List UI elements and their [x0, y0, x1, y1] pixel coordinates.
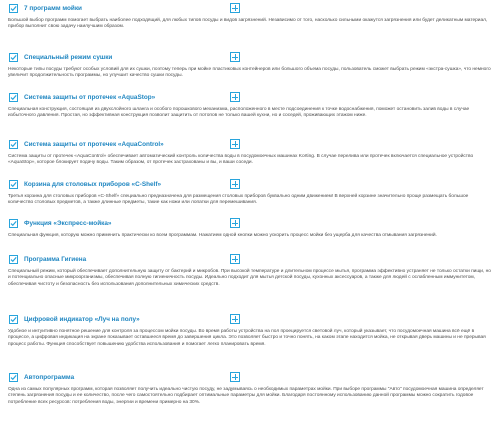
feature-description: Система защиты от протечек «AquaControl» обеспечивает автоматический контроль количества воды в посудомоечных машинах Korting. В случае перелива или протечек включается специальное устройство «AquaStop», которое блокирует подачу воды. Таким образом, от протечек застрахованы и вы, и ваши соседи. [8, 154, 474, 166]
feature-auto-program [8, 372, 496, 405]
feature-description: Специальная конструкция, состоящая из двухслойного шланга и особого порошкового механизма, расположенного в месте подсоединения к точке водоснабжения, поможет остановить залив воды в случае избыточного давления. Простая, но эффективная конструкция позволит защитить от потопов не только вашей кухни, но и соседей, проживающих этажом ниже. [8, 107, 470, 119]
feature-drying-mode [8, 52, 496, 79]
feature-express-wash [8, 218, 496, 238]
feature-c-shelf [8, 179, 496, 206]
feature-title: Система защиты от протечек «AquaStop» [24, 94, 156, 101]
feature-title: Функция «Экспресс-мойка» [24, 220, 112, 227]
check-icon [9, 180, 18, 189]
expand-plus-icon[interactable] [230, 179, 240, 189]
check-icon [9, 53, 18, 62]
check-icon [9, 315, 18, 324]
feature-header[interactable] [8, 254, 496, 266]
feature-description: Специальный режим, который обеспечивает дополнительную защиту от бактерий и микробов. При высокой температуре и длительном процессе мытья, программа эффективно устраняет не только остатки пищи, но и потенциально опасные микроорганизмы, обеспечивая полную гигиеничность посуды. Идеально подходит для мытья детской посуды, кухонных аксессуаров, а также для людей с ослабленным иммунитетом, обеспечивая чистоту и безопасность без использования дополнительных химических средств. [8, 269, 491, 287]
feature-header[interactable] [8, 52, 496, 64]
feature-title: Корзина для столовых приборов «C-Shelf» [24, 181, 162, 188]
check-icon [9, 140, 18, 149]
check-icon [9, 4, 18, 13]
feature-aquacontrol [8, 139, 496, 166]
feature-header[interactable] [8, 179, 496, 191]
feature-title: Программа Гигиена [24, 256, 87, 263]
feature-title: Цифровой индикатор «Луч на полу» [24, 316, 140, 323]
feature-hygiene [8, 254, 496, 287]
expand-plus-icon[interactable] [230, 254, 240, 264]
feature-description: Некоторые типы посуды требуют особых условий для их сушки, поэтому теперь при мойке пластиковых контейнеров или большого объема посуды, пользователь сможет выбрать режим «экстра-сушка», что немного увеличит продолжительность программы, но улучшит качество сушки посуды. [8, 67, 491, 79]
feature-header[interactable] [8, 218, 496, 230]
feature-description: Удобное и интуитивно понятное решение для контроля за процессом мойки посуды. Во время работы устройства на пол проецируется световой луч, который указывает, что посудомоечная машина всё ещё в процессе, а цифровая индикация на экране показывает оставшееся время до завершения цикла. Это позволяет быстро и точно понять, на каком этапе находится мойка, не открывая дверь машины и не прерывая процесс работы. Функция способствует повышению удобства использования и помогает легко планировать время. [8, 329, 486, 347]
feature-description: Специальная функция, которую можно применить практически ко всем программам. Нажатием одной кнопки можно ускорить процесс мойки без ущерба для качества отмывания загрязнений. [8, 233, 437, 238]
feature-description: Третья корзина для столовых приборов «C-Shelf» специально предназначена для размещения столовых приборов буквально одним движением! В верхней корзине значительно проще размещать большое количество столовых предметов, а также длинные предметы, такие как ножи или лопатки для перемешивания. [8, 194, 469, 206]
feature-header[interactable] [8, 372, 496, 384]
feature-title: Система защиты от протечек «AquaControl» [24, 141, 164, 148]
check-icon [9, 93, 18, 102]
check-icon [9, 219, 18, 228]
feature-description: Большой выбор программ помогает выбрать наиболее подходящий, для любых типов посуды и видов загрязнений. Независимо от того, насколько сильными окажутся загрязнения или будет деликатным материал, прибор выполнит свою задачу наилучшим образом. [8, 18, 488, 30]
expand-plus-icon[interactable] [230, 218, 240, 228]
expand-plus-icon[interactable] [230, 52, 240, 62]
feature-title: 7 программ мойки [24, 5, 82, 12]
feature-header[interactable] [8, 92, 496, 104]
feature-floor-beam [8, 314, 496, 347]
expand-plus-icon[interactable] [230, 92, 240, 102]
check-icon [9, 373, 18, 382]
feature-title: Автопрограмма [24, 374, 75, 381]
expand-plus-icon[interactable] [230, 3, 240, 13]
feature-header[interactable] [8, 314, 496, 326]
feature-7-programs [8, 3, 496, 30]
expand-plus-icon[interactable] [230, 139, 240, 149]
expand-plus-icon[interactable] [230, 314, 240, 324]
feature-title: Специальный режим сушки [24, 54, 113, 61]
feature-header[interactable] [8, 3, 496, 15]
expand-plus-icon[interactable] [230, 372, 240, 382]
feature-aquastop [8, 92, 496, 119]
feature-description: Одна из самых популярных программ, которая позволяет получить идеально чистую посуду, не задумываясь о необходимых параметрах мойки. При выборе программы "Авто" посудомоечная машина определяет степень загрязнения посуды и ее количество, после чего самостоятельно подбирает оптимальные параметры для мойки. Благодаря постоянному использованию данной программы можно сократить годовое потребление всех ресурсов: потребления воды, энергии и времени примерно на 30%. [8, 387, 484, 405]
feature-header[interactable] [8, 139, 496, 151]
check-icon [9, 255, 18, 264]
